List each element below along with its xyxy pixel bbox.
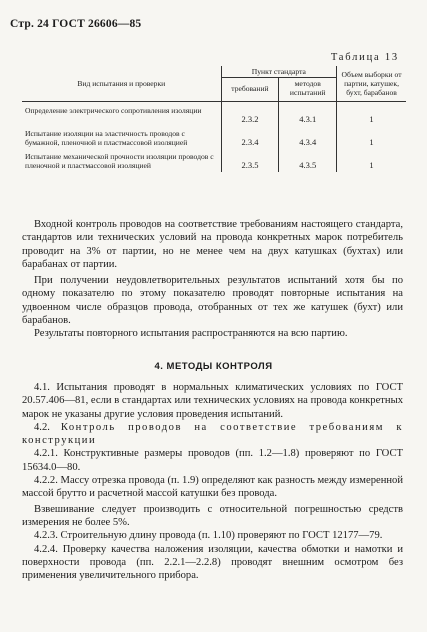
- intro-block: [22, 218, 403, 341]
- clause-4-2-1: 4.2.1. Конструктивные размеры проводов (пп. 1.2—1.8) проверяют по ГОСТ 15634.0—80.: [22, 448, 403, 473]
- table-13: [22, 66, 406, 172]
- section-heading: 4. МЕТОДЫ КОНТРОЛЯ: [154, 361, 273, 372]
- row-test-name: Испытание изоляции на эластичность проводов с бумажной, пленочной и пластмассовой изоляцией: [22, 125, 221, 148]
- row-met: 4.3.5: [279, 148, 337, 171]
- clause-4-2-2: 4.2.2. Массу отрезка провода (п. 1.9) определяют как разность между измеренной массой брутто и расчетной массой катушки без провода.: [22, 475, 403, 500]
- paragraph-results: Результаты повторного испытания распространяются на всю партию.: [34, 328, 348, 340]
- table-row: [22, 125, 406, 148]
- paragraph-retest: При получении неудовлетворительных результатов испытаний хотя бы по одному показателю по этому показателю проводят повторные испытания на удвоенном числе образцов провода, отобранных от тех же катушек (бухт) или барабанов.: [22, 275, 403, 327]
- clause-4-2-3: 4.2.3. Строительную длину провода (п. 1.10) проверяют по ГОСТ 12177—79.: [34, 530, 383, 542]
- page-header: Стр. 24 ГОСТ 26606—85: [10, 18, 142, 30]
- col-header-requirements: требований: [221, 78, 279, 101]
- table-row: [22, 101, 406, 125]
- row-req: 2.3.4: [221, 125, 279, 148]
- row-vol: 1: [369, 136, 374, 147]
- paragraph-weighing: Взвешивание следует производить с относительной погрешностью средств измерения не более 5%.: [22, 503, 403, 528]
- paragraph-input-control: Входной контроль проводов на соответствие требованиям настоящего стандарта, стандартов или технических условий на провода конкретных марок потребитель проводит на 3% от партии, но не менее чем на двух катушках (бухтах) или барабанах от партии.: [22, 219, 403, 270]
- clause-4-2-title: Контроль проводов на соответствие требованиям к конструкции: [22, 421, 403, 447]
- clause-4-2-4: 4.2.4. Проверку качества наложения изоляции, качества обмотки и намотки и поверхности провода (пп. 2.2.1—2.2.8) проводят внешним осмотром без применения увеличительного прибора.: [22, 543, 403, 582]
- table-row: [22, 148, 406, 171]
- row-test-name: Испытание механической прочности изоляции проводов с пленочной и пластмассовой изоляцией: [22, 148, 221, 171]
- table-caption: Таблица 13: [330, 52, 399, 63]
- col-header-methods: методов испытаний: [279, 78, 337, 101]
- clause-4-1: 4.1. Испытания проводят в нормальных климатических условиях по ГОСТ 20.57.406—81, если в стандартах или технических условиях на провода конкретных марок не указаны другие условия проведения испытаний.: [22, 382, 403, 420]
- row-test-name: Определение электрического сопротивления изоляции: [22, 101, 221, 125]
- row-req: 2.3.5: [221, 148, 279, 171]
- row-vol: 1: [369, 113, 374, 124]
- clause-4-2-number: 4.2.: [34, 421, 50, 433]
- row-vol: 1: [369, 160, 374, 171]
- col-header-group: Пункт стандарта: [221, 66, 337, 78]
- col-header-name: Вид испытания и проверки: [22, 66, 221, 101]
- methods-block: [22, 381, 403, 582]
- col-header-volume: Объем выборки от партии, катушек, бухт, барабанов: [341, 69, 402, 97]
- row-req: 2.3.2: [221, 101, 279, 125]
- row-met: 4.3.1: [279, 101, 337, 125]
- clause-4-2: [22, 421, 403, 448]
- row-met: 4.3.4: [279, 125, 337, 148]
